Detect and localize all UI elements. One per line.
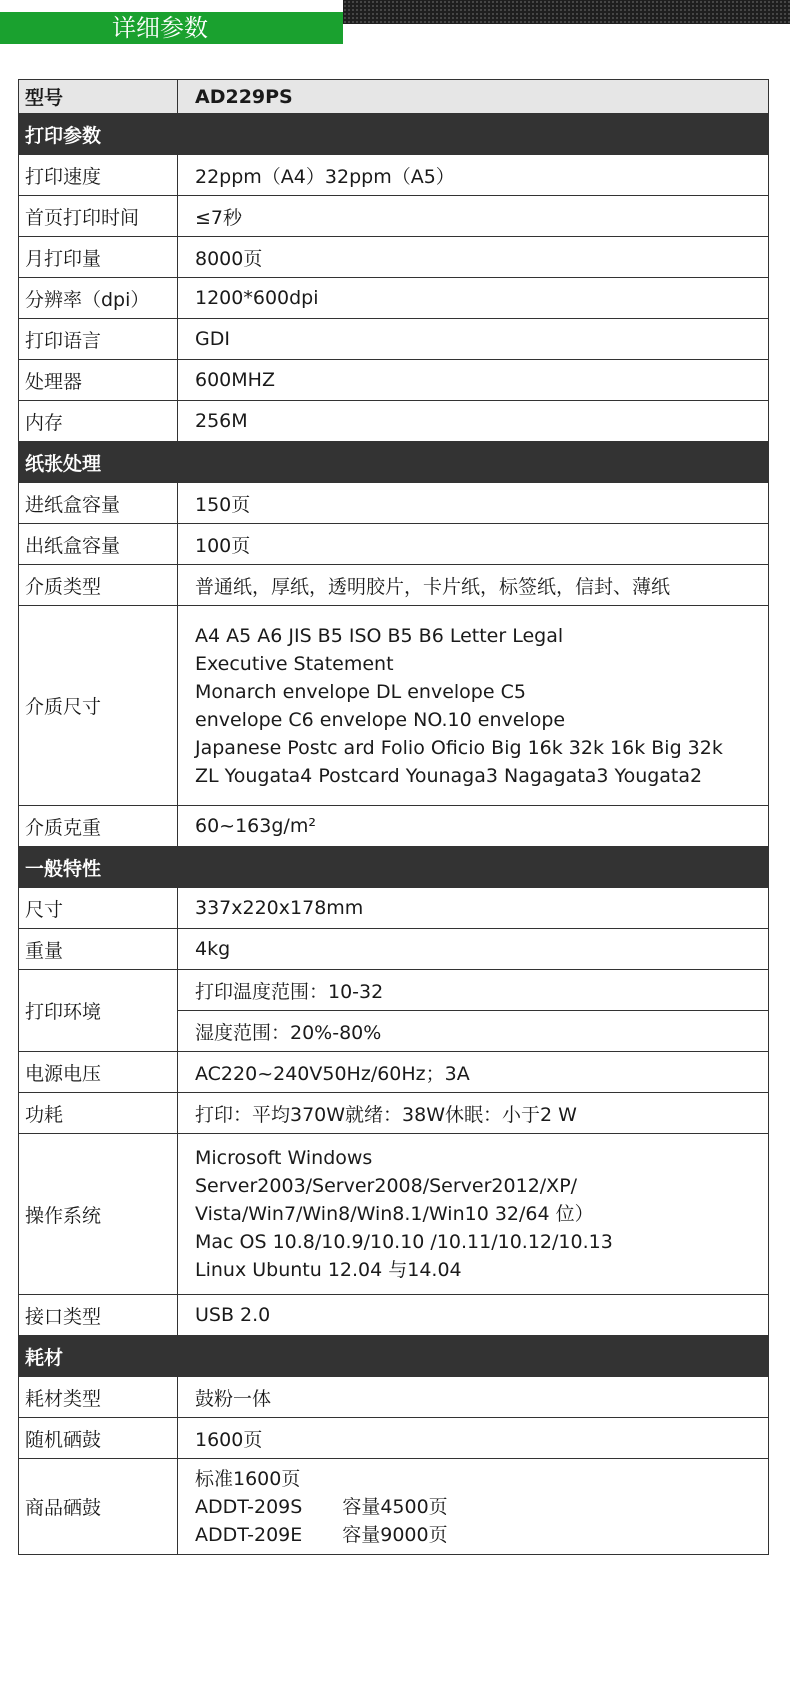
bottom-whitespace — [0, 1555, 790, 1683]
row-value: 100页 — [178, 524, 769, 565]
model-label: 型号 — [19, 80, 178, 114]
drum-item — [195, 1493, 768, 1521]
row-label: 内存 — [19, 401, 178, 442]
row-value: 1600页 — [178, 1418, 769, 1459]
row-value: 鼓粉一体 — [178, 1377, 769, 1418]
row-value: 打印温度范围：10-32 — [178, 970, 769, 1011]
row-label: 耗材类型 — [19, 1377, 178, 1418]
media-size-line: Monarch envelope DL envelope C5 — [195, 680, 526, 703]
table-row — [19, 524, 769, 565]
row-value: 1200*600dpi — [178, 278, 769, 319]
page-title: 详细参数 — [112, 14, 208, 42]
row-label: 介质尺寸 — [19, 606, 178, 806]
section-row-paper — [19, 442, 769, 483]
row-value: AC220~240V50Hz/60Hz；3A — [178, 1052, 769, 1093]
drum-item — [195, 1521, 768, 1549]
table-row — [19, 483, 769, 524]
row-value: ≤7秒 — [178, 196, 769, 237]
os-line: Server2003/Server2008/Server2012/XP/ — [195, 1175, 578, 1197]
model-value: AD229PS — [178, 80, 769, 114]
row-value: 湿度范围：20%-80% — [178, 1011, 769, 1052]
row-value: 600MHZ — [178, 360, 769, 401]
section-title-general: 一般特性 — [19, 847, 769, 888]
media-size-line: ZL Yougata4 Postcard Younaga3 Nagagata3 Yougata2 — [195, 764, 703, 787]
drum-model: ADDT-209E — [195, 1523, 303, 1546]
row-label: 功耗 — [19, 1093, 178, 1134]
section-row-consumables — [19, 1336, 769, 1377]
table-row — [19, 1052, 769, 1093]
drum-capacity: 容量4500页 — [342, 1495, 448, 1518]
row-value: USB 2.0 — [178, 1295, 769, 1336]
section-row-general — [19, 847, 769, 888]
row-value: 8000页 — [178, 237, 769, 278]
drum-model: ADDT-209S — [195, 1495, 303, 1518]
row-value: 打印：平均370W就绪：38W休眠：小于2 W — [178, 1093, 769, 1134]
drum-standard: 标准1600页 — [195, 1467, 301, 1490]
table-row — [19, 360, 769, 401]
drum-capacity: 容量9000页 — [342, 1523, 448, 1546]
dotted-pattern-band — [343, 0, 790, 24]
media-size-line: Japanese Postc ard Folio Oficio Big 16k 32k 16k Big 32k — [195, 736, 723, 759]
table-row — [19, 1418, 769, 1459]
table-row — [19, 888, 769, 929]
title-block — [0, 12, 343, 44]
row-label: 重量 — [19, 929, 178, 970]
table-row — [19, 1093, 769, 1134]
section-row-print — [19, 114, 769, 155]
os-line: Mac OS 10.8/10.9/10.10 /10.11/10.12/10.13 — [195, 1231, 613, 1253]
table-row — [19, 401, 769, 442]
table-row — [19, 1134, 769, 1295]
row-value: 256M — [178, 401, 769, 442]
table-row — [19, 1295, 769, 1336]
os-line: Vista/Win7/Win8/Win8.1/Win10 32/64 位） — [195, 1203, 594, 1225]
row-value: 4kg — [178, 929, 769, 970]
row-value-multiline — [178, 1134, 769, 1295]
row-label: 处理器 — [19, 360, 178, 401]
row-label: 介质克重 — [19, 806, 178, 847]
row-label: 进纸盒容量 — [19, 483, 178, 524]
table-row — [19, 237, 769, 278]
table-row — [19, 606, 769, 806]
row-label: 打印语言 — [19, 319, 178, 360]
table-row — [19, 319, 769, 360]
top-banner — [0, 0, 790, 44]
row-label: 随机硒鼓 — [19, 1418, 178, 1459]
row-label: 分辨率（dpi） — [19, 278, 178, 319]
table-row — [19, 970, 769, 1011]
row-value: GDI — [178, 319, 769, 360]
row-value: 60~163g/m² — [178, 806, 769, 847]
row-label: 出纸盒容量 — [19, 524, 178, 565]
media-size-line: A4 A5 A6 JIS B5 ISO B5 B6 Letter Legal — [195, 624, 564, 647]
row-label: 介质类型 — [19, 565, 178, 606]
row-value: 150页 — [178, 483, 769, 524]
row-value-multiline — [178, 606, 769, 806]
row-value: 337x220x178mm — [178, 888, 769, 929]
table-row — [19, 1459, 769, 1555]
os-line: Microsoft Windows — [195, 1147, 373, 1169]
row-label: 电源电压 — [19, 1052, 178, 1093]
row-label: 打印环境 — [19, 970, 178, 1052]
row-value: 22ppm（A4）32ppm（A5） — [178, 155, 769, 196]
media-size-line: envelope C6 envelope NO.10 envelope — [195, 708, 566, 731]
row-label: 月打印量 — [19, 237, 178, 278]
section-title-consumables: 耗材 — [19, 1336, 769, 1377]
spec-table — [18, 79, 769, 1555]
table-row — [19, 806, 769, 847]
row-label: 首页打印时间 — [19, 196, 178, 237]
row-label: 商品硒鼓 — [19, 1459, 178, 1555]
table-row — [19, 565, 769, 606]
media-size-line: Executive Statement — [195, 652, 394, 675]
table-row — [19, 1377, 769, 1418]
table-header-row — [19, 80, 769, 114]
table-row — [19, 929, 769, 970]
table-row — [19, 196, 769, 237]
os-line: Linux Ubuntu 12.04 与14.04 — [195, 1259, 462, 1281]
row-value-multiline — [178, 1459, 769, 1555]
table-row — [19, 278, 769, 319]
row-label: 打印速度 — [19, 155, 178, 196]
section-title-print: 打印参数 — [19, 114, 769, 155]
section-title-paper: 纸张处理 — [19, 442, 769, 483]
table-row — [19, 155, 769, 196]
row-label: 操作系统 — [19, 1134, 178, 1295]
row-value: 普通纸，厚纸，透明胶片，卡片纸，标签纸，信封、薄纸 — [178, 565, 769, 606]
row-label: 尺寸 — [19, 888, 178, 929]
row-label: 接口类型 — [19, 1295, 178, 1336]
